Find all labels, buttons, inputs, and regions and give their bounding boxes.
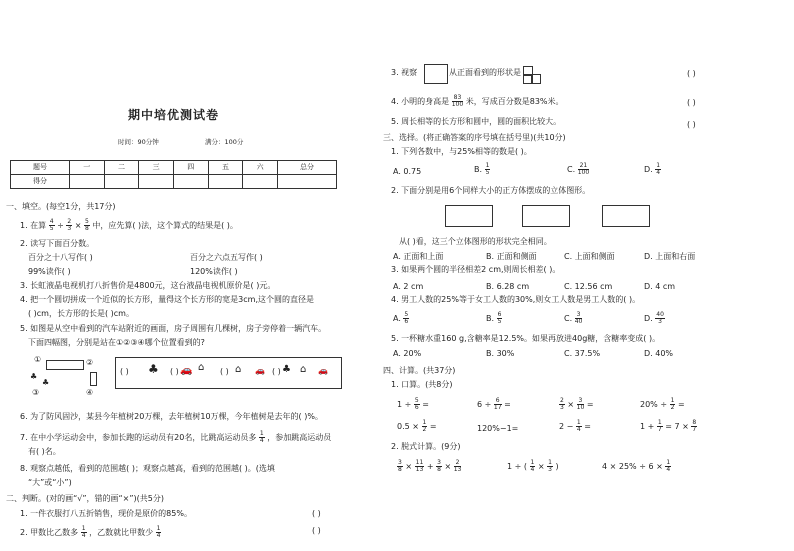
choice-1-b[interactable]: B. $\frac{1}{5}$ [474, 162, 490, 176]
choice-2-b[interactable]: B. 正面和侧面 [486, 252, 537, 261]
bus-shape [90, 372, 97, 386]
fraction: $\frac{1}{4}$ [576, 419, 581, 433]
judge-2: 2. 甲数比乙数多 $\frac{1}{4}$ ，乙数就比甲数少 $\frac{1}{4}$ [20, 525, 161, 539]
choice-4-b[interactable]: B. $\frac{6}{5}$ [486, 311, 502, 325]
question-2: 2. 读写下面百分数。 [20, 239, 95, 248]
score-cell[interactable] [69, 175, 104, 189]
fraction: $\frac{6}{17}$ [493, 397, 502, 411]
choice-3-c[interactable]: C. 12.56 cm [564, 282, 613, 291]
question-2d[interactable]: 120%读作( ) [190, 267, 238, 276]
fraction: $\frac{1}{2}$ [422, 419, 427, 433]
choice-2-c[interactable]: C. 上面和侧面 [564, 252, 615, 261]
question-8-line2: “大”或“小”) [28, 478, 72, 487]
house-icon: ⌂ [235, 364, 242, 375]
answer-paren[interactable]: ( ) [220, 367, 229, 376]
score-cell[interactable] [243, 175, 278, 189]
fraction: $\frac{5}{8}$ [84, 218, 89, 232]
choice-4: 4. 男工人数的25%等于女工人数的30%,则女工人数是男工人数的( )。 [391, 295, 641, 304]
tree-icon: ♣ [42, 378, 50, 387]
fraction: $\frac{3}{8}$ [398, 459, 402, 473]
oral-2[interactable]: 6 ÷ $\frac{6}{17}$ = [477, 397, 511, 411]
fraction: $\frac{1}{4}$ [656, 162, 661, 176]
fraction: $\frac{1}{4}$ [81, 525, 86, 539]
question-2a[interactable]: 百分之十八写作( ) [28, 253, 93, 262]
question-2b[interactable]: 百分之六点五写作( ) [190, 253, 263, 262]
section-calc-heading: 四、计算。(共37分) [383, 366, 456, 375]
choice-5-d[interactable]: D. 40% [644, 349, 674, 358]
fraction: $\frac{6}{5}$ [497, 311, 502, 325]
fraction: $\frac{1}{3}$ [548, 459, 552, 473]
table-header: 四 [173, 161, 208, 175]
section-choice-heading: 三、选择。(将正确答案的序号填在括号里)(共10分) [383, 133, 566, 142]
position-label: ② [86, 358, 94, 367]
answer-paren[interactable]: ( ) [120, 367, 129, 376]
page-title: 期中培优测试卷 [128, 108, 220, 122]
score-cell[interactable] [104, 175, 139, 189]
question-1: 1. 在算 $\frac{4}{5}$ ÷ $\frac{2}{3}$ × $\frac{5}{8}$ 中，应先算( )法，这个算式的结果是( )。 [20, 218, 238, 232]
fraction: $\frac{1}{4}$ [530, 459, 535, 473]
position-label: ④ [86, 388, 94, 397]
choice-2-stem[interactable]: 从( )看，这三个立体图形的形状完全相同。 [399, 237, 552, 246]
score-cell[interactable] [208, 175, 243, 189]
fraction: $\frac{1}{5}$ [485, 162, 490, 176]
choice-5-a[interactable]: A. 20% [393, 349, 422, 358]
choice-1-d[interactable]: D. $\frac{1}{4}$ [644, 162, 661, 176]
question-4-line1: 4. 把一个圆切拼成一个近似的长方形，量得这个长方形的宽是3cm,这个圆的直径是 [20, 295, 314, 304]
position-label: ① [34, 355, 42, 364]
table-header: 五 [208, 161, 243, 175]
judge-4: 4. 小明的身高是 $\frac{83}{100}$ 米，写成百分数是83%米。 [391, 94, 564, 108]
choice-1-c[interactable]: C. $\frac{21}{100}$ [567, 162, 590, 176]
judge-3: 3. 视察 [391, 68, 418, 77]
table-row-label: 得分 [11, 175, 70, 189]
choice-4-c[interactable]: C. $\frac{3}{40}$ [564, 311, 583, 325]
table-header: 一 [69, 161, 104, 175]
table-header: 题号 [11, 161, 70, 175]
choice-3-b[interactable]: B. 6.28 cm [486, 282, 530, 291]
right-column [383, 0, 794, 551]
cube-figure [424, 64, 448, 84]
choice-1: 1. 下列各数中，与25%相等的数是( )。 [391, 147, 532, 156]
fraction: $\frac{2}{3}$ [560, 397, 564, 411]
car-icon: 🚗 [255, 366, 265, 375]
answer-paren[interactable]: ( ) [687, 98, 696, 107]
tree-icon: ♣ [30, 372, 38, 381]
question-7-line1: 7. 在中小学运动会中，参加长跑的运动员有20名，比跳高运动员多 $\frac{1}{4}$ ，参加跳高运动员 [20, 430, 332, 444]
question-4-line2[interactable]: ( )cm，长方形的长是( )cm。 [28, 309, 134, 318]
answer-paren[interactable]: ( ) [170, 367, 179, 376]
tree-icon: ♣ [148, 362, 159, 376]
fraction: $\frac{2}{13}$ [453, 459, 462, 473]
fraction: $\frac{4}{5}$ [49, 218, 54, 232]
fraction: $\frac{5}{6}$ [414, 397, 419, 411]
table-header: 总分 [277, 161, 336, 175]
mixed-1[interactable]: $\frac{3}{8}$ × $\frac{11}{13}$ + $\frac{3}{8}$ × $\frac{2}{13}$ [398, 459, 462, 473]
section-fill-in-heading: 一、填空。(每空1分，共17分) [6, 202, 116, 211]
question-6[interactable]: 6. 为了防风固沙，某县今年植树20万棵，去年植树10万棵，今年植树是去年的( )%。 [20, 412, 323, 421]
fraction: $\frac{3}{40}$ [574, 311, 583, 325]
question-3[interactable]: 3. 长虹液晶电视机打八折售价是4800元，这台液晶电视机原价是( )元。 [20, 281, 276, 290]
house-icon: ⌂ [198, 362, 205, 373]
calc-mixed-heading: 2. 脱式计算。(9分) [391, 442, 461, 451]
choice-1-a[interactable]: A. 0.75 [393, 167, 422, 176]
oral-5[interactable]: 0.5 × $\frac{1}{2}$ = [397, 419, 437, 433]
calc-oral-heading: 1. 口算。(共8分) [391, 380, 453, 389]
choice-3: 3. 如果两个圆的半径相差2 cm,则周长相差( )。 [391, 265, 561, 274]
answer-paren[interactable]: ( ) [312, 509, 321, 518]
car-icon: 🚗 [318, 366, 328, 375]
fraction: $\frac{40}{3}$ [656, 311, 664, 325]
choice-3-d[interactable]: D. 4 cm [644, 282, 676, 291]
choice-3-a[interactable]: A. 2 cm [393, 282, 424, 291]
exam-time: 时间：90分钟 [118, 138, 159, 146]
fraction: $\frac{8}{7}$ [692, 419, 697, 433]
score-table [10, 160, 337, 189]
oral-1[interactable]: 1 ÷ $\frac{5}{6}$ = [397, 397, 429, 411]
question-5-line1: 5. 如图是从空中看到的汽车站附近的画面，房子周围有几棵树，房子旁停着一辆汽车。 [20, 324, 327, 333]
oral-8[interactable]: 1 + $\frac{1}{7}$ = 7 × $\frac{8}{7}$ [640, 419, 697, 433]
answer-paren[interactable]: ( ) [687, 69, 696, 78]
score-cell[interactable] [139, 175, 174, 189]
choice-2: 2. 下面分别是用6个同样大小的正方体摆成的立体图形。 [391, 186, 591, 195]
solid-figure-3 [602, 205, 650, 227]
choice-5-b[interactable]: B. 30% [486, 349, 515, 358]
oral-7[interactable]: 2 − $\frac{1}{4}$ = [559, 419, 591, 433]
question-2c[interactable]: 99%读作( ) [28, 267, 71, 276]
question-5-line2: 下面四幅图，分别是站在①②③④哪个位置看到的? [28, 338, 205, 347]
square-shape [531, 74, 541, 84]
fraction: $\frac{3}{10}$ [576, 397, 585, 411]
choice-2-a[interactable]: A. 正面和上面 [393, 252, 444, 261]
fraction: $\frac{2}{3}$ [67, 218, 72, 232]
answer-paren[interactable]: ( ) [687, 120, 696, 129]
fraction: $\frac{1}{4}$ [156, 525, 161, 539]
question-8-line1[interactable]: 8. 观察点越低，看到的范围越( )；观察点越高，看到的范围越( )。(选填 [20, 464, 275, 473]
fraction: $\frac{5}{6}$ [404, 311, 409, 325]
fraction: $\frac{1}{4}$ [666, 459, 671, 473]
fraction: $\frac{11}{13}$ [415, 459, 424, 473]
fraction: $\frac{1}{4}$ [259, 430, 264, 444]
score-cell[interactable] [277, 175, 336, 189]
oral-3[interactable]: $\frac{2}{3}$ × $\frac{3}{10}$ = [560, 397, 594, 411]
judge-5: 5. 周长相等的长方形和圆中，圆的面积比较大。 [391, 117, 562, 126]
fraction: $\frac{21}{100}$ [577, 162, 590, 176]
house-icon: ⌂ [300, 364, 307, 375]
choice-5-c[interactable]: C. 37.5% [564, 349, 601, 358]
oral-6[interactable]: 120%−1= [477, 424, 519, 433]
fraction: $\frac{83}{100}$ [451, 94, 464, 108]
mixed-3[interactable]: 4 × 25% ÷ 6 × $\frac{1}{4}$ [602, 459, 671, 473]
choice-4-d[interactable]: D. $\frac{40}{3}$ [644, 311, 664, 325]
solid-figure-1 [445, 205, 493, 227]
question-7-line2[interactable]: 有( )名。 [28, 447, 61, 456]
fraction: $\frac{1}{7}$ [657, 419, 662, 433]
fraction: $\frac{1}{2}$ [670, 397, 675, 411]
position-label: ③ [32, 388, 40, 397]
car-icon: 🚗 [180, 365, 193, 376]
exam-full-score: 满分：100分 [205, 138, 244, 146]
house-shape [46, 360, 84, 370]
score-cell[interactable] [173, 175, 208, 189]
oral-4[interactable]: 20% ÷ $\frac{1}{2}$ = [640, 397, 685, 411]
answer-paren[interactable]: ( ) [272, 367, 281, 376]
score-table-header-row [11, 161, 337, 175]
choice-4-a[interactable]: A. $\frac{5}{6}$ [393, 311, 409, 325]
fraction: $\frac{3}{8}$ [437, 459, 441, 473]
table-header: 三 [139, 161, 174, 175]
mixed-2[interactable]: 1 ÷ ( $\frac{1}{4}$ × $\frac{1}{3}$ ) [507, 459, 559, 473]
table-header: 二 [104, 161, 139, 175]
score-table-score-row [11, 175, 337, 189]
choice-5: 5. 一杯糖水重160 g,含糖率是12.5%。如果再放进40g糖，含糖率变成( )。 [391, 334, 661, 343]
judge-1: 1. 一件衣服打八五折销售，现价是原价的85%。 [20, 509, 192, 518]
section-judge-heading: 二、判断。(对的画“√”，错的画“×”)(共5分) [6, 494, 164, 503]
choice-2-d[interactable]: D. 上面和右面 [644, 252, 696, 261]
judge-3-text: 从正面看到的形状是 [449, 68, 521, 77]
table-header: 六 [243, 161, 278, 175]
solid-figure-2 [522, 205, 570, 227]
tree-icon: ♣ [282, 364, 291, 375]
answer-paren[interactable]: ( ) [312, 526, 321, 535]
